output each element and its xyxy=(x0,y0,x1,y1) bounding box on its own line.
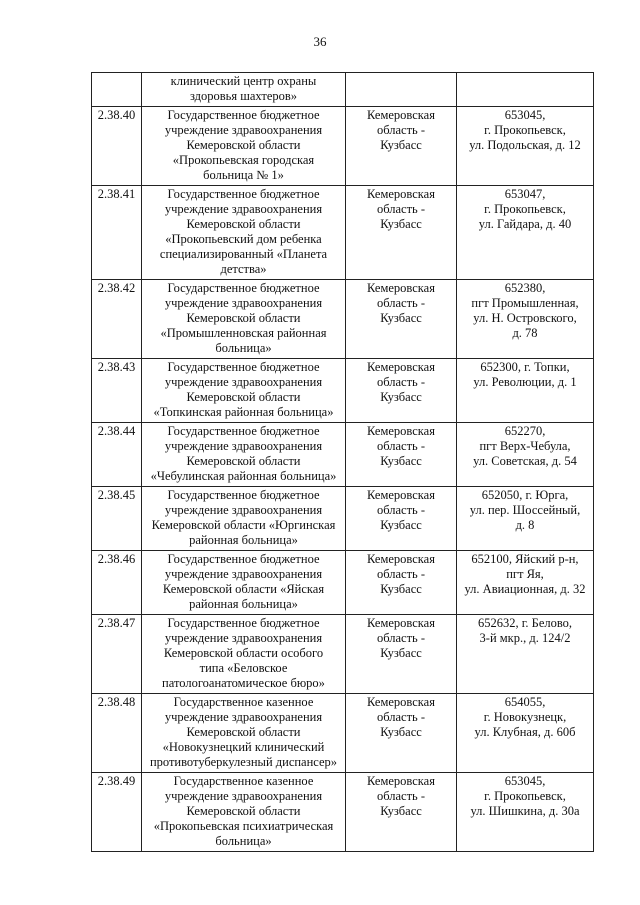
institution-name-line: Государственное бюджетное xyxy=(167,616,320,630)
region-line: область - xyxy=(376,123,426,137)
region-line: Кемеровская xyxy=(367,108,435,122)
table-row xyxy=(92,280,594,359)
region-line: область - xyxy=(376,567,426,581)
address xyxy=(457,423,594,487)
table-row xyxy=(92,773,594,852)
region-line: Кузбасс xyxy=(380,646,422,660)
address xyxy=(457,773,594,852)
institution-name-line: здоровья шахтеров» xyxy=(189,89,298,103)
region xyxy=(346,615,457,694)
address-line: 652100, Яйский р-н, xyxy=(471,552,579,566)
address xyxy=(457,487,594,551)
table-row xyxy=(92,551,594,615)
institution-name-line: Государственное бюджетное xyxy=(167,108,320,122)
row-number: 2.38.47 xyxy=(92,615,142,694)
institution-name xyxy=(142,773,346,852)
region xyxy=(346,73,457,107)
region-line: область - xyxy=(376,375,426,389)
region xyxy=(346,280,457,359)
institution-name-line: Государственное казенное xyxy=(173,695,314,709)
address-line: 653045, xyxy=(504,774,546,788)
region-line: Кузбасс xyxy=(380,804,422,818)
address-line: ул. Авиационная, д. 32 xyxy=(464,582,586,596)
institution-name xyxy=(142,73,346,107)
address xyxy=(457,359,594,423)
institution-name-line: районная больница» xyxy=(189,597,298,611)
institution-name-line: «Прокопьевская психиатрическая xyxy=(153,819,334,833)
address-line: ул. Гайдара, д. 40 xyxy=(478,217,572,231)
institution-name xyxy=(142,487,346,551)
institution-name-line: учреждение здравоохранения xyxy=(164,789,323,803)
address-line: д. 8 xyxy=(515,518,535,532)
region-line: Кемеровская xyxy=(367,695,435,709)
institution-name-line: типа «Беловское xyxy=(199,661,288,675)
address-line: 653045, xyxy=(504,108,546,122)
institution-name-line: «Прокопьевская городская xyxy=(172,153,315,167)
institution-name-line: Кемеровской области xyxy=(186,454,301,468)
institution-name-line: учреждение здравоохранения xyxy=(164,710,323,724)
institution-name-line: «Новокузнецкий клинический xyxy=(162,740,325,754)
institution-name xyxy=(142,423,346,487)
table-row xyxy=(92,423,594,487)
region-line: Кемеровская xyxy=(367,552,435,566)
address-line: ул. Революции, д. 1 xyxy=(473,375,577,389)
row-number: 2.38.45 xyxy=(92,487,142,551)
institution-name-line: Государственное бюджетное xyxy=(167,360,320,374)
address-line: пгт Верх-Чебула, xyxy=(479,439,571,453)
institution-name-line: учреждение здравоохранения xyxy=(164,375,323,389)
region-line: Кузбасс xyxy=(380,454,422,468)
address-line: пгт Яя, xyxy=(506,567,544,581)
region xyxy=(346,359,457,423)
institution-name-line: учреждение здравоохранения xyxy=(164,296,323,310)
institution-name-line: детства» xyxy=(220,262,267,276)
institution-name-line: Кемеровской области особого xyxy=(163,646,324,660)
institution-name-line: Кемеровской области xyxy=(186,725,301,739)
institution-name xyxy=(142,186,346,280)
region-line: Кемеровская xyxy=(367,360,435,374)
address xyxy=(457,615,594,694)
region xyxy=(346,773,457,852)
address-line: г. Прокопьевск, xyxy=(484,202,566,216)
address xyxy=(457,107,594,186)
table-row xyxy=(92,186,594,280)
address-line: ул. пер. Шоссейный, xyxy=(469,503,581,517)
region-line: Кузбасс xyxy=(380,582,422,596)
row-number xyxy=(92,73,142,107)
institution-name xyxy=(142,615,346,694)
region xyxy=(346,487,457,551)
address-line: г. Новокузнецк, xyxy=(483,710,567,724)
region xyxy=(346,694,457,773)
row-number: 2.38.49 xyxy=(92,773,142,852)
institution-name-line: больница» xyxy=(215,834,272,848)
institution-name-line: учреждение здравоохранения xyxy=(164,631,323,645)
institution-name xyxy=(142,694,346,773)
region-line: область - xyxy=(376,296,426,310)
address xyxy=(457,73,594,107)
region-line: область - xyxy=(376,439,426,453)
address-line: ул. Советская, д. 54 xyxy=(473,454,577,468)
institution-name-line: Кемеровской области «Юргинская xyxy=(151,518,336,532)
region-line: область - xyxy=(376,789,426,803)
region-line: область - xyxy=(376,202,426,216)
region-line: Кузбасс xyxy=(380,725,422,739)
address-line: 3-й мкр., д. 124/2 xyxy=(479,631,571,645)
institution-name-line: Кемеровской области xyxy=(186,138,301,152)
institution-name-line: учреждение здравоохранения xyxy=(164,439,323,453)
address-line: г. Прокопьевск, xyxy=(484,789,566,803)
address xyxy=(457,186,594,280)
address-line: ул. Шишкина, д. 30а xyxy=(470,804,580,818)
address-line: 653047, xyxy=(504,187,546,201)
institution-name-line: учреждение здравоохранения xyxy=(164,202,323,216)
region-line: Кемеровская xyxy=(367,281,435,295)
row-number: 2.38.41 xyxy=(92,186,142,280)
region-line: Кемеровская xyxy=(367,488,435,502)
row-number: 2.38.48 xyxy=(92,694,142,773)
address-line: 652270, xyxy=(504,424,546,438)
page-number: 36 xyxy=(313,34,327,49)
institution-name-line: учреждение здравоохранения xyxy=(164,567,323,581)
institution-name xyxy=(142,107,346,186)
address-line: д. 78 xyxy=(512,326,538,340)
table-row xyxy=(92,73,594,107)
region xyxy=(346,107,457,186)
table-row xyxy=(92,107,594,186)
registry-body xyxy=(92,73,594,852)
address-line: 652300, г. Топки, xyxy=(480,360,570,374)
institution-name-line: «Чебулинская районная больница» xyxy=(150,469,337,483)
region-line: Кемеровская xyxy=(367,187,435,201)
region-line: Кемеровская xyxy=(367,424,435,438)
region-line: область - xyxy=(376,631,426,645)
address-line: ул. Н. Островского, xyxy=(473,311,577,325)
address-line: ул. Клубная, д. 60б xyxy=(474,725,576,739)
institution-name-line: Государственное бюджетное xyxy=(167,281,320,295)
region-line: Кузбасс xyxy=(380,518,422,532)
institution-name-line: районная больница» xyxy=(189,533,298,547)
institution-name-line: учреждение здравоохранения xyxy=(164,123,323,137)
institution-name-line: Кемеровской области xyxy=(186,217,301,231)
institution-name xyxy=(142,280,346,359)
institution-name-line: больница № 1» xyxy=(203,168,284,182)
institution-name-line: Кемеровской области xyxy=(186,390,301,404)
institution-name-line: Государственное бюджетное xyxy=(167,187,320,201)
region-line: область - xyxy=(376,710,426,724)
table-row xyxy=(92,694,594,773)
row-number: 2.38.40 xyxy=(92,107,142,186)
address xyxy=(457,694,594,773)
row-number: 2.38.42 xyxy=(92,280,142,359)
region-line: Кузбасс xyxy=(380,390,422,404)
institution-name-line: «Промышленновская районная xyxy=(160,326,327,340)
institution-name-line: Кемеровской области xyxy=(186,804,301,818)
institution-name-line: Государственное казенное xyxy=(173,774,314,788)
address xyxy=(457,280,594,359)
address-line: 654055, xyxy=(504,695,546,709)
address-line: пгт Промышленная, xyxy=(471,296,579,310)
institution-name-line: патологоанатомическое бюро» xyxy=(162,676,325,690)
region-line: Кузбасс xyxy=(380,138,422,152)
institution-name-line: Государственное бюджетное xyxy=(167,552,320,566)
address-line: ул. Подольская, д. 12 xyxy=(469,138,581,152)
institution-name xyxy=(142,359,346,423)
region-line: Кузбасс xyxy=(380,311,422,325)
institution-name-line: клинический центр охраны xyxy=(170,74,317,88)
table-row xyxy=(92,487,594,551)
table-row xyxy=(92,615,594,694)
address-line: 652380, xyxy=(504,281,546,295)
region xyxy=(346,423,457,487)
institution-name xyxy=(142,551,346,615)
row-number: 2.38.44 xyxy=(92,423,142,487)
address-line: г. Прокопьевск, xyxy=(484,123,566,137)
institution-name-line: Государственное бюджетное xyxy=(167,424,320,438)
region-line: область - xyxy=(376,503,426,517)
address-line: 652632, г. Белово, xyxy=(477,616,573,630)
institution-name-line: Государственное бюджетное xyxy=(167,488,320,502)
table-row xyxy=(92,359,594,423)
row-number: 2.38.46 xyxy=(92,551,142,615)
institution-name-line: специализированный «Планета xyxy=(159,247,328,261)
region-line: Кемеровская xyxy=(367,616,435,630)
region xyxy=(346,551,457,615)
institution-name-line: противотуберкулезный диспансер» xyxy=(149,755,338,769)
institution-name-line: Кемеровской области «Яйская xyxy=(162,582,325,596)
region xyxy=(346,186,457,280)
registry-table xyxy=(91,72,594,852)
row-number: 2.38.43 xyxy=(92,359,142,423)
institution-name-line: Кемеровской области xyxy=(186,311,301,325)
region-line: Кемеровская xyxy=(367,774,435,788)
institution-name-line: больница» xyxy=(215,341,272,355)
region-line: Кузбасс xyxy=(380,217,422,231)
address-line: 652050, г. Юрга, xyxy=(481,488,569,502)
institution-name-line: учреждение здравоохранения xyxy=(164,503,323,517)
institution-name-line: «Прокопьевский дом ребенка xyxy=(165,232,322,246)
institution-name-line: «Топкинская районная больница» xyxy=(153,405,334,419)
address xyxy=(457,551,594,615)
